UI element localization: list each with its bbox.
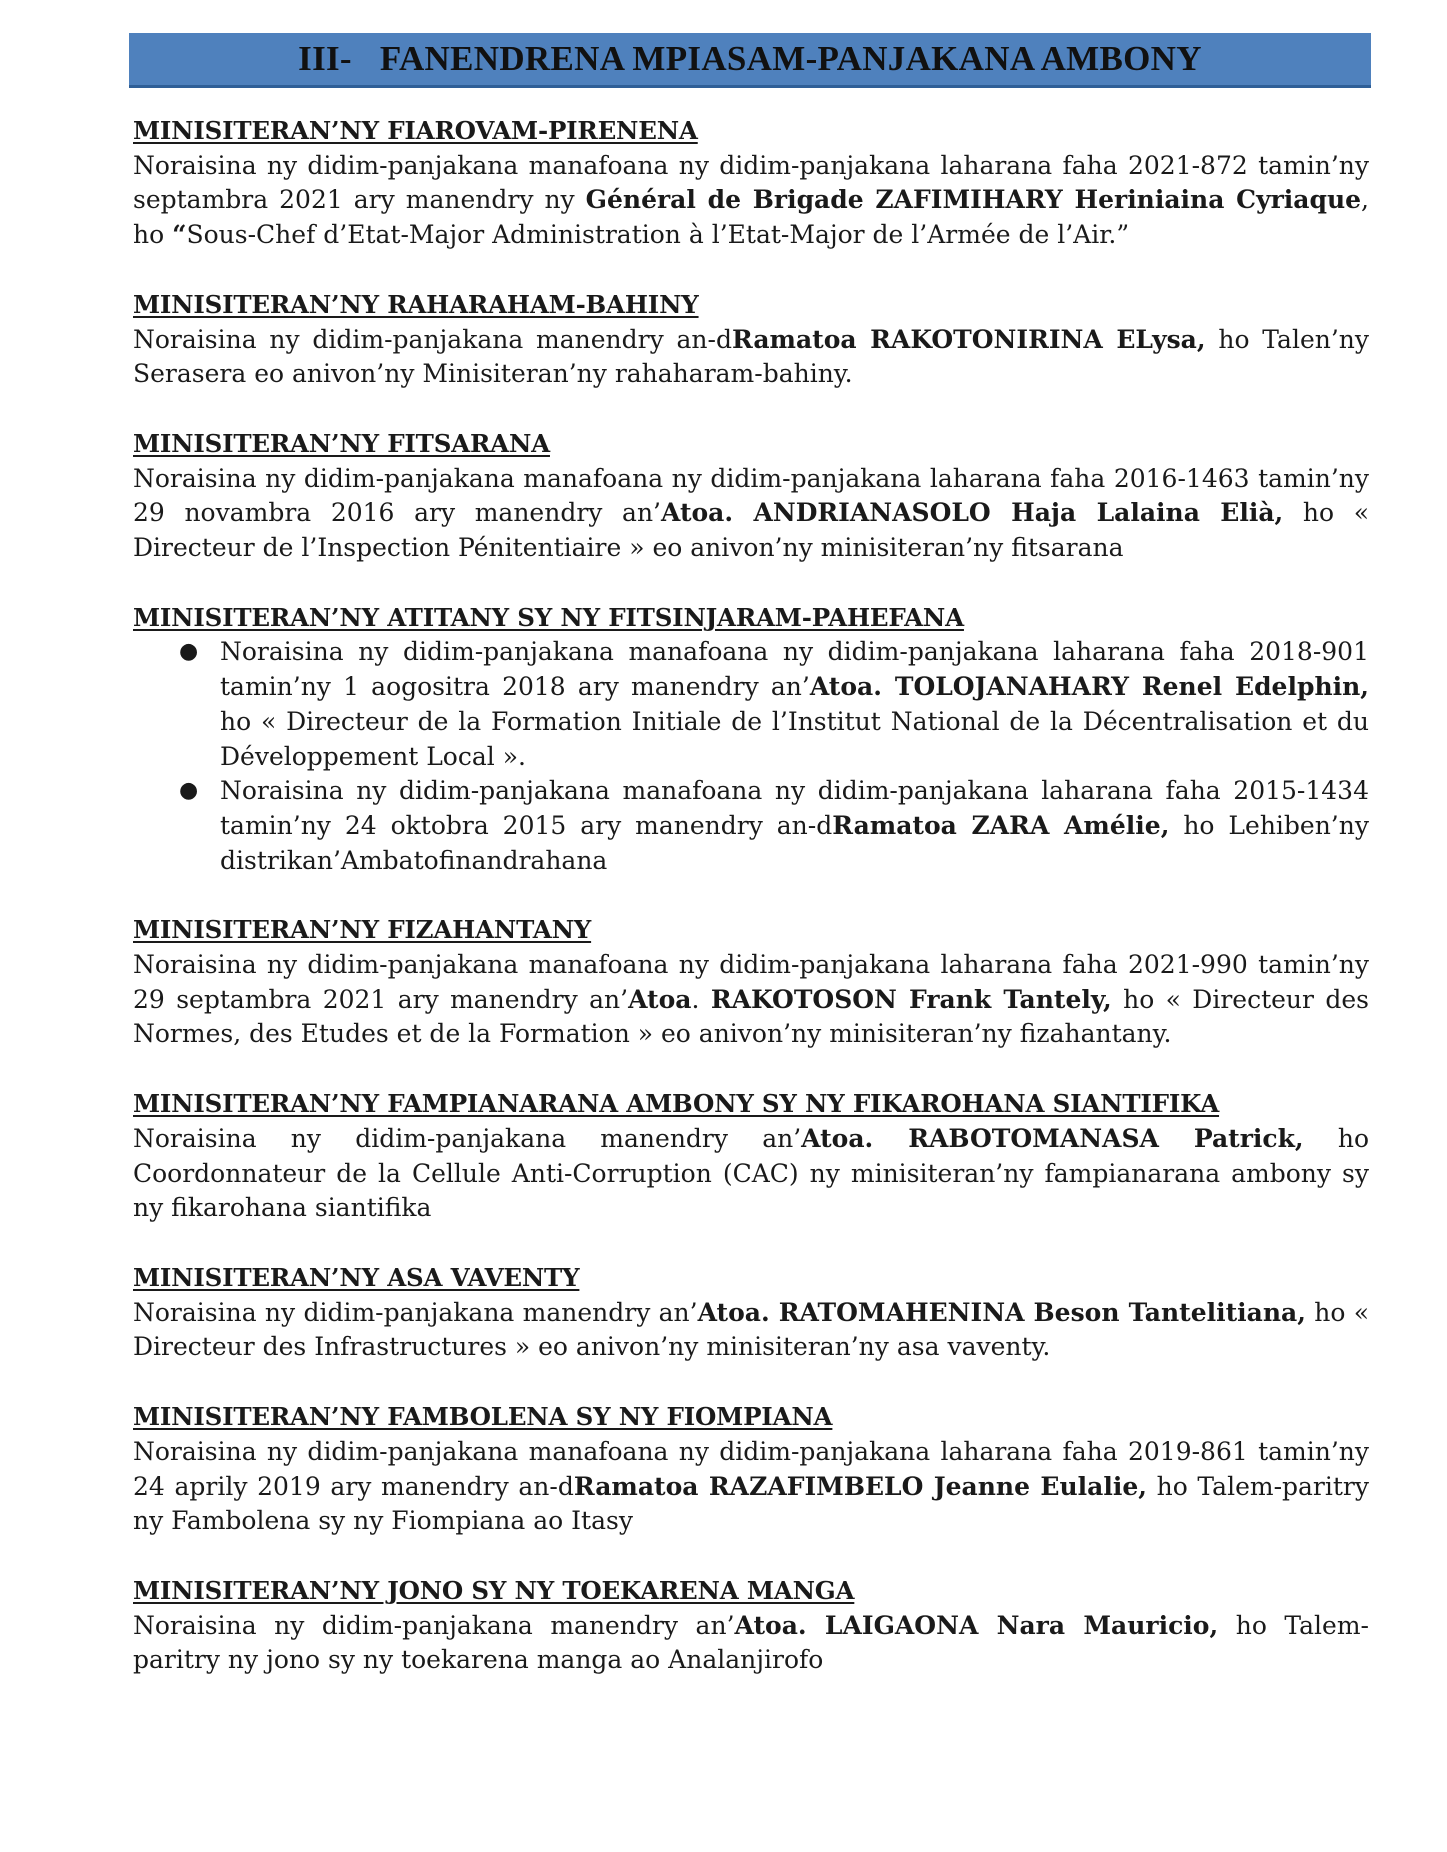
appointee-name: Général de Brigade ZAFIMIHARY Heriniaina Cyriaque (585, 185, 1362, 215)
ministry-heading: MINISITERAN’NY FITSARANA (133, 428, 550, 458)
appointee-title: Atoa (628, 984, 692, 1014)
appointment-text (133, 1296, 1369, 1365)
appointments-list (133, 114, 1369, 1713)
banner-number: III- (298, 39, 352, 78)
position-title: ho « Directeur de la Formation Initiale de l’Institut National de la Décentralisation et du Développement Local ». (220, 706, 1369, 771)
text-run: Noraisina ny didim-panjakana manendry an’ (133, 1610, 735, 1640)
position-title: ho Coordonnateur de la Cellule Anti-Corruption (CAC) ny minisiteran’ny fampianarana ambony sy ny fikarohana siantifika (133, 1123, 1369, 1223)
text-run: Noraisina ny didim-panjakana manafoana ny didim-panjakana laharana faha 2021-990 tamin’ny 29 septambra 2021 ary manendry an’ (133, 950, 1369, 1014)
text-run: Noraisina ny didim-panjakana manendry an’ (133, 1123, 802, 1153)
ministry-heading: MINISITERAN’NY FIAROVAM-PIRENENA (133, 116, 698, 145)
position-title: ho « Directeur de l’Inspection Pénitentiaire » eo anivon’ny minisiteran’ny fitsarana (133, 498, 1369, 563)
position-title: Sous-Chef d’Etat-Major Administration à l’Etat-Major de l’Armée de l’Air.” (186, 220, 1130, 250)
appointment-text (133, 1122, 1369, 1226)
appointee-name: Atoa. LAIGAONA Nara Mauricio, (734, 1610, 1219, 1640)
section-fampianarana-ambony (133, 1087, 1369, 1226)
position-title: ho Talem-paritry ny Fambolena sy ny Fiompiana ao Itasy (133, 1471, 1369, 1536)
section-atitany (133, 601, 1369, 879)
appointee-name: Atoa. RABOTOMANASA Patrick, (801, 1123, 1304, 1153)
position-title: ho Talen’ny Serasera eo anivon’ny Minisiteran’ny rahaharam-bahiny. (133, 324, 1370, 389)
banner-title: FANENDRENA MPIASAM-PANJAKANA AMBONY (379, 39, 1202, 78)
text-run: Noraisina ny didim-panjakana manafoana ny didim-panjakana laharana faha 2018-901 tamin’ny 1 aogositra 2018 ary manendry an’ (220, 637, 1369, 702)
section-fizahantany (133, 913, 1369, 1052)
appointee-name: Ramatoa RAZAFIMBELO Jeanne Eulalie, (573, 1471, 1147, 1501)
section-fitsarana (133, 427, 1369, 566)
bullet-icon: ● (179, 639, 199, 665)
position-title: ho « Directeur des Infrastructures » eo anivon’ny minisiteran’ny asa vaventy. (133, 1297, 1369, 1362)
section-fambolena (133, 1400, 1369, 1539)
ministry-heading: MINISITERAN’NY ASA VAVENTY (133, 1262, 580, 1292)
section-banner (129, 33, 1371, 88)
text-run: Noraisina ny didim-panjakana manafoana ny didim-panjakana laharana faha 2016-1463 tamin’ny 29 novambra 2016 ary manendry an’ (133, 463, 1369, 528)
text-run: Noraisina ny didim-panjakana manafoana ny didim-panjakana laharana faha 2019-861 tamin’ny 24 aprily 2019 ary manendry an-d (133, 1436, 1369, 1501)
text-run: . (691, 984, 711, 1014)
appointee-name: Atoa. RATOMAHENINA Beson Tantelitiana, (697, 1297, 1306, 1327)
appointment-text (133, 948, 1369, 1052)
text-run: Noraisina ny didim-panjakana manendry an’ (133, 1297, 698, 1327)
ministry-heading: MINISITERAN’NY FAMBOLENA SY NY FIOMPIANA (133, 1402, 833, 1432)
section-asa-vaventy (133, 1261, 1369, 1365)
position-title: ho « Directeur des Normes, des Etudes et de la Formation » eo anivon’ny minisiteran’ny fizahantany. (133, 984, 1369, 1049)
ministry-heading: MINISITERAN’NY ATITANY SY NY FITSINJARAM-PAHEFANA (133, 602, 964, 632)
appointment-text (133, 323, 1369, 392)
appointment-text (133, 149, 1369, 253)
position-title: ho Talem-paritry ny jono sy ny toekarena manga ao Analanjirofo (133, 1610, 1369, 1675)
text-run: Noraisina ny didim-panjakana manendry an-d (133, 324, 732, 354)
open-quote: “ (172, 220, 187, 250)
section-fiarovam-pirenena (133, 114, 1369, 253)
list-item (179, 774, 1369, 878)
text-run: Noraisina ny didim-panjakana manafoana ny didim-panjakana laharana faha 2015-1434 tamin’ny 24 oktobra 2015 ary manendry an-d (220, 776, 1369, 840)
appointee-name: RAKOTOSON Frank Tantely, (710, 984, 1112, 1014)
appointment-text (133, 1435, 1369, 1539)
ministry-heading: MINISITERAN’NY FIZAHANTANY (133, 915, 592, 945)
appointee-name: Atoa. ANDRIANASOLO Haja Lalaina Elià, (661, 498, 1284, 528)
text-run: Noraisina ny didim-panjakana manafoana ny didim-panjakana laharana faha 2021-872 tamin’ny septambra 2021 ary manendry ny (133, 150, 1369, 215)
bullet-icon: ● (179, 778, 199, 804)
position-title: ho Lehiben’ny distrikan’Ambatofinandrahana (220, 810, 1369, 875)
section-raharaham-bahiny (133, 288, 1369, 392)
ministry-heading: MINISITERAN’NY RAHARAHAM-BAHINY (133, 289, 699, 319)
bullet-list (133, 635, 1369, 878)
appointment-text (133, 1609, 1369, 1678)
appointee-name: Atoa. TOLOJANAHARY Renel Edelphin, (809, 672, 1369, 702)
section-jono (133, 1574, 1369, 1678)
appointee-name: Ramatoa RAKOTONIRINA ELysa, (731, 324, 1206, 354)
appointee-name: Ramatoa ZARA Amélie, (832, 810, 1170, 840)
ministry-heading: MINISITERAN’NY FAMPIANARANA AMBONY SY NY FIKAROHANA SIANTIFIKA (133, 1089, 1220, 1119)
text-run: , ho (133, 185, 1369, 250)
list-item (179, 635, 1369, 774)
appointment-text (133, 462, 1369, 566)
ministry-heading: MINISITERAN’NY JONO SY NY TOEKARENA MANGA (133, 1575, 855, 1605)
